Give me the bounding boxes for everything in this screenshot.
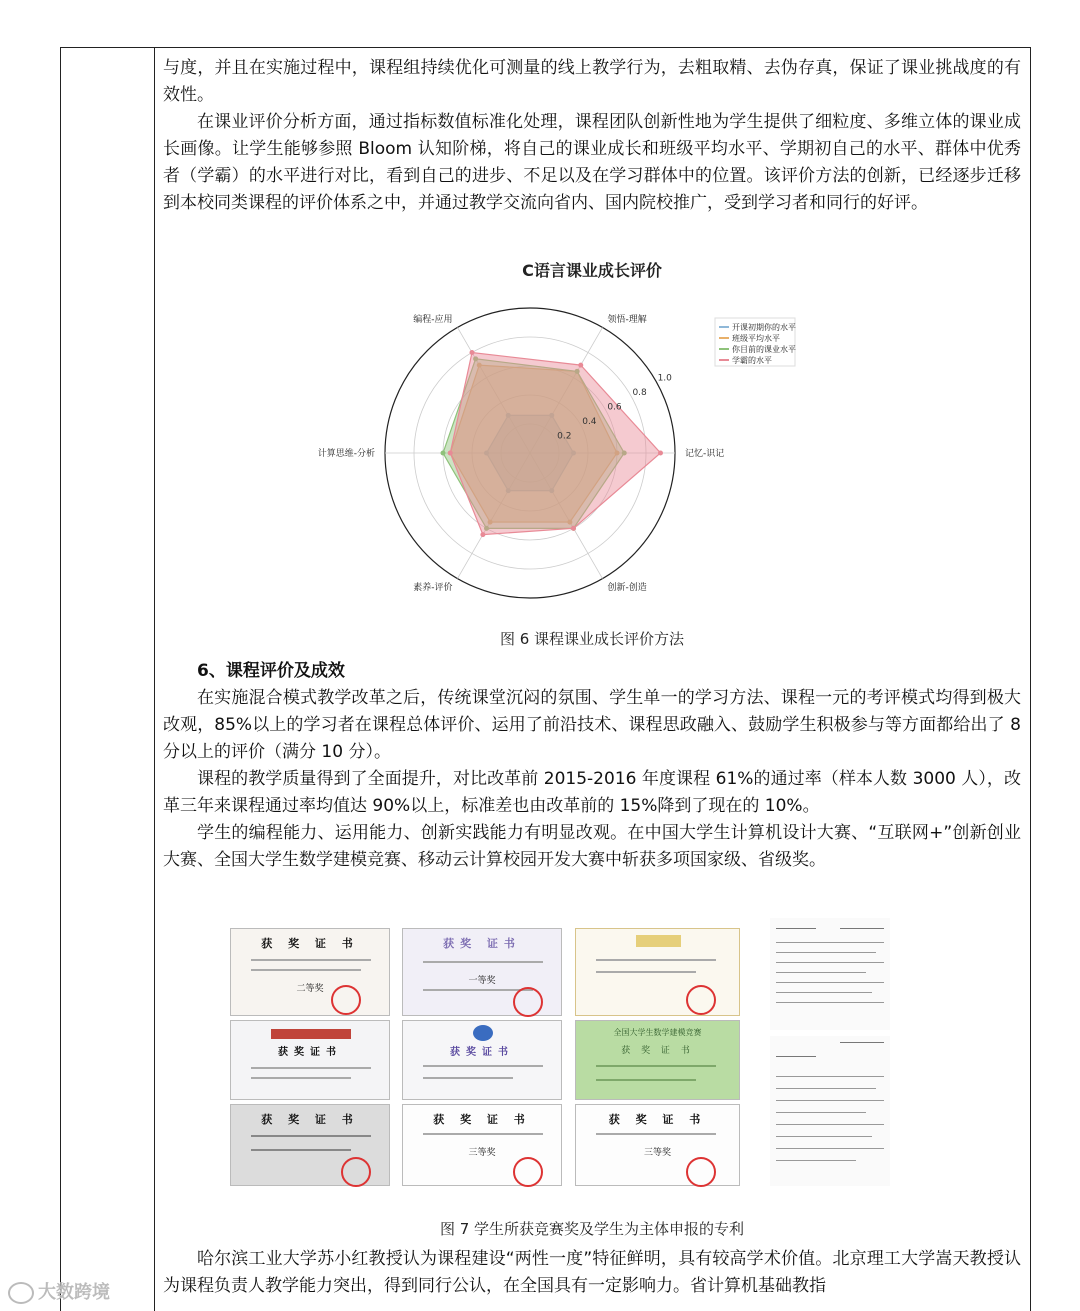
certificate-title: 获奖证书 xyxy=(450,1047,514,1058)
table-top-border xyxy=(60,47,1030,48)
radial-tick-label: 0.2 xyxy=(557,431,572,442)
chart-title: C语言课业成长评价 xyxy=(522,261,662,280)
axis-label: 领悟-理解 xyxy=(607,314,647,325)
radar-chart xyxy=(317,288,800,618)
certificate-title: 全国大学生数学建模竞赛 xyxy=(613,1028,702,1037)
series-point xyxy=(480,532,485,537)
figure-6-caption: 图 6 课程课业成长评价方法 xyxy=(499,630,685,648)
certificate-level: 一等奖 xyxy=(468,976,496,986)
intro-text xyxy=(163,55,1021,217)
series-point xyxy=(470,350,475,355)
table-right-border xyxy=(1030,47,1031,1311)
certificate-title: 获 奖 证 书 xyxy=(433,1113,531,1126)
paragraph-evaluation-analysis: 在课业评价分析方面，通过指标数值标准化处理，课程团队创新性地为学生提供了细粒度、多维立体的课业成长画像。让学生能够参照 Bloom 认知阶梯，将自己的课业成长和班级平均水平、学期初自己的水平、群体中优秀者（学霸）的水平进行对比，看到自己的进步、不足以及在学习群体中的位置。该评价方法的创新，已经逐步迁移到本校同类课程的评价体系之中，并通过教学交流向省内、国内院校推广，受到学习者和同行的好评。 xyxy=(163,112,1021,213)
results-text xyxy=(163,658,1021,874)
series-point xyxy=(578,363,583,368)
paragraph-teaching-reform: 在实施混合模式教学改革之后，传统课堂沉闷的氛围、学生单一的学习方法、课程一元的考评模式均得到极大改观，85%以上的学习者在课程总体评价、运用了前沿技术、课程思政融入、鼓励学生积极参与等方面都给出了 8 分以上的评价（满分 10 分）。 xyxy=(163,688,1021,762)
certificate-5 xyxy=(402,1020,562,1100)
certificate-banner xyxy=(271,1029,351,1039)
series-area-3 xyxy=(450,353,660,535)
paragraph-teaching-quality: 课程的教学质量得到了全面提升，对比改革前 2015-2016 年度课程 61%的通过率（样本人数 3000 人），改革三年来课程通过率均值达 90%以上，标准差也由改革前的 15%降到了现在的 10%。 xyxy=(163,769,1021,816)
radial-tick-label: 0.8 xyxy=(632,388,647,398)
radial-tick-label: 0.4 xyxy=(582,417,597,427)
certificate-title: 获奖证书 xyxy=(278,1047,342,1058)
axis-label: 素养-评价 xyxy=(413,583,453,594)
certificate-9 xyxy=(575,1104,740,1186)
certificate-1 xyxy=(230,928,390,1016)
watermark-text: 大数跨境 xyxy=(38,1282,110,1303)
red-seal-icon xyxy=(513,1157,543,1187)
patent-document-2 xyxy=(770,1036,890,1186)
certificate-4 xyxy=(230,1020,390,1100)
radial-tick-label: 1.0 xyxy=(657,373,672,384)
figure-7-caption: 图 7 学生所获竞赛奖及学生为主体申报的专利 xyxy=(439,1220,745,1238)
certificate-3 xyxy=(575,928,740,1016)
radial-tick-label: 0.6 xyxy=(607,402,622,413)
red-seal-icon xyxy=(341,1157,371,1187)
table-column-divider xyxy=(154,47,155,1311)
red-seal-icon xyxy=(331,985,361,1015)
series-point xyxy=(658,451,663,456)
certificate-level: 三等奖 xyxy=(643,1148,671,1158)
section-heading: 6、课程评价及成效 xyxy=(197,661,345,681)
axis-label: 创新-创造 xyxy=(607,583,647,594)
expert-review-text xyxy=(163,1246,1021,1300)
red-seal-icon xyxy=(686,985,716,1015)
red-seal-icon xyxy=(513,987,543,1017)
certificate-level: 三等奖 xyxy=(468,1148,496,1158)
certificate-subtitle: 获 奖 证 书 xyxy=(621,1046,694,1056)
axis-label: 编程-应用 xyxy=(413,314,453,325)
legend-entry: 学霸的水平 xyxy=(732,356,772,365)
watermark-logo-icon xyxy=(8,1282,34,1304)
certificate-title: 获 奖 证 书 xyxy=(261,937,359,950)
legend-entry: 你目前的课业水平 xyxy=(732,345,796,354)
series-point xyxy=(441,451,446,456)
certificate-title: 获 奖 证 书 xyxy=(608,1113,707,1126)
paragraph-expert-review: 哈尔滨工业大学苏小红教授认为课程建设“两性一度”特征鲜明，具有较高学术价值。北京理工大学嵩天教授认为课程负责人教学能力突出，得到同行公认，在全国具有一定影响力。省计算机基础教指 xyxy=(163,1249,1021,1296)
legend-entry: 开课初期你的水平 xyxy=(732,323,796,332)
red-seal-icon xyxy=(686,1157,716,1187)
paragraph-student-ability: 学生的编程能力、运用能力、创新实践能力有明显改观。在中国大学生计算机设计大赛、“互联网+”创新创业大赛、全国大学生数学建模竞赛、移动云计算校园开发大赛中斩获多项国家级、省级奖。 xyxy=(163,823,1021,870)
series-point xyxy=(448,451,453,456)
certificate-level: 二等奖 xyxy=(296,984,324,994)
table-left-border xyxy=(60,47,61,1311)
axis-label: 计算思维-分析 xyxy=(317,449,375,459)
certificate-banner xyxy=(636,935,681,947)
axis-label: 记忆-识记 xyxy=(685,449,725,459)
certificate-title: 获 奖 证 书 xyxy=(261,1113,359,1126)
series-point xyxy=(571,526,576,531)
paragraph-continuation: 与度，并且在实施过程中，课程组持续优化可测量的线上教学行为，去粗取精、去伪存真，保证了课业挑战度的有效性。 xyxy=(163,58,1021,105)
patent-document-1 xyxy=(770,918,890,1030)
certificate-7 xyxy=(230,1104,390,1186)
emblem-icon xyxy=(473,1025,493,1041)
certificate-8 xyxy=(402,1104,562,1186)
certificate-6 xyxy=(575,1020,740,1100)
legend-entry: 班级平均水平 xyxy=(732,334,780,343)
certificate-2 xyxy=(402,928,562,1016)
watermark xyxy=(8,1278,110,1304)
certificate-title: 获奖 证书 xyxy=(443,937,521,950)
